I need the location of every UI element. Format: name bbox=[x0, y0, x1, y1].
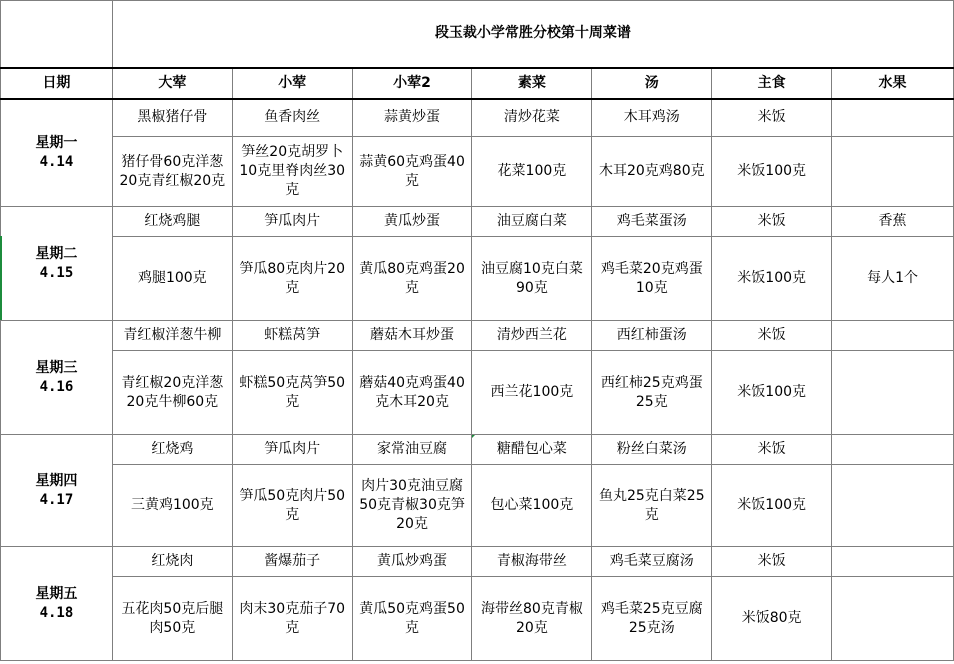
date-label: 4.18 bbox=[39, 604, 74, 621]
fruit-detail-cell[interactable] bbox=[832, 465, 954, 547]
staple-name-cell[interactable]: 米饭 bbox=[712, 547, 832, 577]
dish-detail-cell[interactable]: 鱼丸25克白菜25克 bbox=[592, 465, 712, 547]
weekday-label: 星期一 bbox=[35, 134, 78, 151]
table-row bbox=[1, 577, 954, 661]
dish-detail-cell[interactable]: 青红椒20克洋葱20克牛柳60克 bbox=[112, 351, 232, 435]
dish-name-text: 糖醋包心菜 bbox=[496, 441, 567, 457]
fruit-name-cell[interactable]: 香蕉 bbox=[832, 207, 954, 237]
dish-name-cell[interactable]: 鸡毛菜豆腐汤 bbox=[592, 547, 712, 577]
dish-detail-cell[interactable]: 笋丝20克胡罗卜10克里脊肉丝30克 bbox=[232, 137, 352, 207]
header-staple[interactable]: 主食 bbox=[712, 68, 832, 99]
staple-detail-cell[interactable]: 米饭80克 bbox=[712, 577, 832, 661]
staple-name-cell[interactable]: 米饭 bbox=[712, 321, 832, 351]
dish-detail-cell[interactable]: 蘑菇40克鸡蛋40克木耳20克 bbox=[352, 351, 472, 435]
comment-marker-icon bbox=[472, 435, 477, 440]
dish-detail-cell[interactable]: 五花肉50克后腿肉50克 bbox=[112, 577, 232, 661]
header-small-meat2[interactable]: 小荤2 bbox=[352, 68, 472, 99]
weekday-label: 星期二 bbox=[35, 245, 78, 262]
fruit-name-cell[interactable] bbox=[832, 435, 954, 465]
dish-detail-cell[interactable]: 虾糕50克莴笋50克 bbox=[232, 351, 352, 435]
date-label: 4.14 bbox=[39, 153, 74, 170]
dish-detail-cell[interactable]: 海带丝80克青椒20克 bbox=[472, 577, 592, 661]
corner-cell[interactable] bbox=[1, 1, 113, 68]
header-small-meat[interactable]: 小荤 bbox=[232, 68, 352, 99]
date-label: 4.15 bbox=[39, 264, 74, 281]
dish-name-cell[interactable]: 红烧肉 bbox=[112, 547, 232, 577]
table-row bbox=[1, 321, 954, 351]
dish-name-cell[interactable]: 黄瓜炒蛋 bbox=[352, 207, 472, 237]
dish-name-cell[interactable]: 清炒西兰花 bbox=[472, 321, 592, 351]
header-fruit[interactable]: 水果 bbox=[832, 68, 954, 99]
table-row bbox=[1, 465, 954, 547]
page-title[interactable]: 段玉裁小学常胜分校第十周菜谱 bbox=[112, 1, 953, 68]
dish-name-cell[interactable]: 粉丝白菜汤 bbox=[592, 435, 712, 465]
day-cell-thursday[interactable] bbox=[1, 435, 113, 547]
day-cell-friday[interactable] bbox=[1, 547, 113, 661]
dish-detail-cell[interactable]: 肉末30克茄子70克 bbox=[232, 577, 352, 661]
dish-detail-cell[interactable]: 肉片30克油豆腐50克青椒30克笋20克 bbox=[352, 465, 472, 547]
header-row bbox=[1, 68, 954, 99]
staple-detail-cell[interactable]: 米饭100克 bbox=[712, 351, 832, 435]
table-row bbox=[1, 547, 954, 577]
staple-name-cell[interactable]: 米饭 bbox=[712, 207, 832, 237]
day-cell-tuesday[interactable] bbox=[1, 207, 113, 321]
dish-detail-cell[interactable]: 笋瓜80克肉片20克 bbox=[232, 237, 352, 321]
table-row bbox=[1, 237, 954, 321]
table-row bbox=[1, 137, 954, 207]
header-date[interactable]: 日期 bbox=[1, 68, 113, 99]
staple-detail-cell[interactable]: 米饭100克 bbox=[712, 137, 832, 207]
dish-detail-cell[interactable]: 鸡毛菜20克鸡蛋10克 bbox=[592, 237, 712, 321]
dish-detail-cell[interactable]: 黄瓜50克鸡蛋50克 bbox=[352, 577, 472, 661]
fruit-name-cell[interactable] bbox=[832, 321, 954, 351]
dish-name-cell[interactable]: 鸡毛菜蛋汤 bbox=[592, 207, 712, 237]
dish-detail-cell[interactable]: 油豆腐10克白菜90克 bbox=[472, 237, 592, 321]
date-label: 4.17 bbox=[39, 491, 74, 508]
day-cell-wednesday[interactable] bbox=[1, 321, 113, 435]
header-big-meat[interactable]: 大荤 bbox=[112, 68, 232, 99]
day-cell-monday[interactable] bbox=[1, 99, 113, 207]
table-row bbox=[1, 207, 954, 237]
dish-name-cell[interactable]: 西红柿蛋汤 bbox=[592, 321, 712, 351]
staple-detail-cell[interactable]: 米饭100克 bbox=[712, 237, 832, 321]
dish-name-cell[interactable]: 木耳鸡汤 bbox=[592, 99, 712, 137]
dish-name-cell[interactable] bbox=[472, 435, 592, 465]
dish-detail-cell[interactable]: 笋瓜50克肉片50克 bbox=[232, 465, 352, 547]
dish-name-cell[interactable]: 清炒花菜 bbox=[472, 99, 592, 137]
staple-name-cell[interactable]: 米饭 bbox=[712, 99, 832, 137]
dish-name-cell[interactable]: 黑椒猪仔骨 bbox=[112, 99, 232, 137]
dish-detail-cell[interactable]: 西兰花100克 bbox=[472, 351, 592, 435]
fruit-name-cell[interactable] bbox=[832, 547, 954, 577]
fruit-detail-cell[interactable]: 每人1个 bbox=[832, 237, 954, 321]
weekday-label: 星期四 bbox=[35, 472, 78, 489]
table-row bbox=[1, 351, 954, 435]
date-label: 4.16 bbox=[39, 378, 74, 395]
header-soup[interactable]: 汤 bbox=[592, 68, 712, 99]
fruit-detail-cell[interactable] bbox=[832, 137, 954, 207]
dish-name-cell[interactable]: 青椒海带丝 bbox=[472, 547, 592, 577]
dish-name-cell[interactable]: 青红椒洋葱牛柳 bbox=[112, 321, 232, 351]
table-row bbox=[1, 435, 954, 465]
dish-name-cell[interactable]: 笋瓜肉片 bbox=[232, 435, 352, 465]
dish-detail-cell[interactable]: 猪仔骨60克洋葱20克青红椒20克 bbox=[112, 137, 232, 207]
dish-name-cell[interactable]: 蘑菇木耳炒蛋 bbox=[352, 321, 472, 351]
dish-name-cell[interactable]: 笋瓜肉片 bbox=[232, 207, 352, 237]
fruit-detail-cell[interactable] bbox=[832, 577, 954, 661]
dish-name-cell[interactable]: 虾糕莴笋 bbox=[232, 321, 352, 351]
fruit-detail-cell[interactable] bbox=[832, 351, 954, 435]
weekday-label: 星期三 bbox=[35, 359, 78, 376]
dish-name-cell[interactable]: 红烧鸡腿 bbox=[112, 207, 232, 237]
staple-name-cell[interactable]: 米饭 bbox=[712, 435, 832, 465]
dish-name-cell[interactable]: 家常油豆腐 bbox=[352, 435, 472, 465]
dish-name-cell[interactable]: 酱爆茄子 bbox=[232, 547, 352, 577]
dish-detail-cell[interactable]: 包心菜100克 bbox=[472, 465, 592, 547]
dish-detail-cell[interactable]: 花菜100克 bbox=[472, 137, 592, 207]
dish-detail-cell[interactable]: 木耳20克鸡80克 bbox=[592, 137, 712, 207]
dish-detail-cell[interactable]: 三黄鸡100克 bbox=[112, 465, 232, 547]
table-row bbox=[1, 99, 954, 137]
weekday-label: 星期五 bbox=[35, 585, 78, 602]
dish-name-cell[interactable]: 鱼香肉丝 bbox=[232, 99, 352, 137]
dish-detail-cell[interactable]: 黄瓜80克鸡蛋20克 bbox=[352, 237, 472, 321]
dish-detail-cell[interactable]: 鸡腿100克 bbox=[112, 237, 232, 321]
header-vegetable[interactable]: 素菜 bbox=[472, 68, 592, 99]
dish-name-cell[interactable]: 油豆腐白菜 bbox=[472, 207, 592, 237]
dish-name-cell[interactable]: 黄瓜炒鸡蛋 bbox=[352, 547, 472, 577]
dish-detail-cell[interactable]: 蒜黄60克鸡蛋40克 bbox=[352, 137, 472, 207]
dish-detail-cell[interactable]: 西红柿25克鸡蛋25克 bbox=[592, 351, 712, 435]
dish-name-cell[interactable]: 红烧鸡 bbox=[112, 435, 232, 465]
dish-detail-cell[interactable]: 鸡毛菜25克豆腐25克汤 bbox=[592, 577, 712, 661]
dish-name-cell[interactable]: 蒜黄炒蛋 bbox=[352, 99, 472, 137]
fruit-name-cell[interactable] bbox=[832, 99, 954, 137]
row-selection-indicator bbox=[0, 236, 2, 320]
staple-detail-cell[interactable]: 米饭100克 bbox=[712, 465, 832, 547]
